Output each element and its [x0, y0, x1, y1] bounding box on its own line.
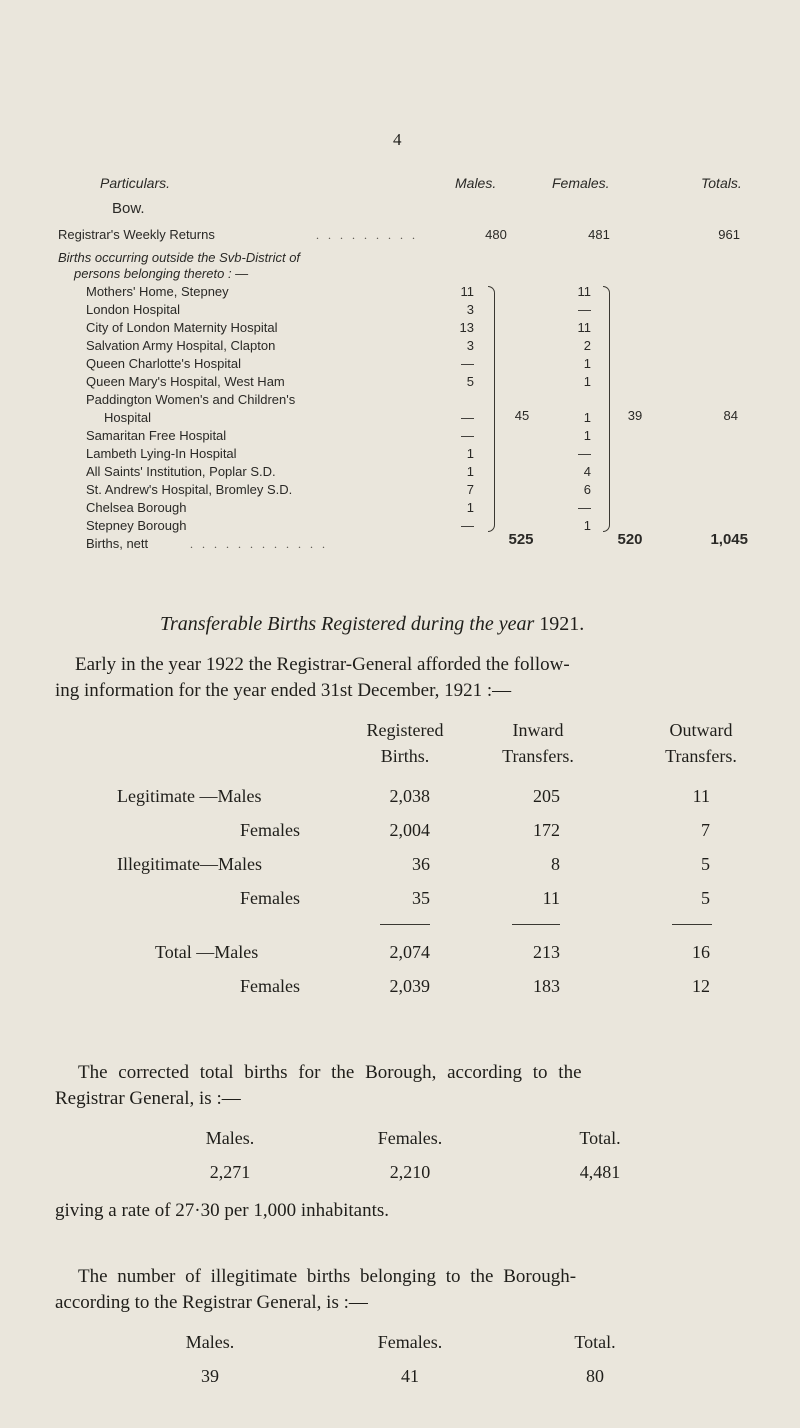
transfer-row-registered: 36	[412, 854, 430, 874]
header-totals: Totals.	[701, 175, 742, 191]
row-label: Paddington Women's and Children's	[86, 392, 296, 407]
weekly-label: Registrar's Weekly Returns	[58, 227, 215, 242]
illegit-line-1: The number of illegitimate births belonging to the Borough-	[78, 1266, 577, 1287]
corrected-females-label: Females.	[377, 1128, 443, 1148]
col-head-outward-top: Outward	[669, 720, 733, 740]
intro-line-2: ing information for the year ended 31st December, 1921 :—	[55, 680, 512, 701]
intro-line-1: Early in the year 1922 the Registrar-General afforded the follow-	[75, 654, 570, 675]
transfer-row-inward: 172	[533, 820, 560, 840]
transfer-row-label: Total —Males	[155, 942, 259, 962]
transfer-row-outward: 16	[692, 942, 710, 962]
illegit-females-label: Females.	[377, 1332, 443, 1352]
corrected-males-label: Males.	[205, 1128, 255, 1148]
row-females: —	[578, 302, 591, 317]
row-males: 1	[466, 464, 474, 479]
row-label: All Saints' Institution, Poplar S.D.	[86, 464, 276, 479]
row-males: 3	[466, 302, 474, 317]
row-label: St. Andrew's Hospital, Bromley S.D.	[86, 482, 293, 497]
section-title: Bow.	[112, 200, 145, 217]
weekly-total: 961	[718, 227, 740, 242]
header-males: Males.	[455, 175, 497, 191]
transfer-row-outward: 12	[692, 976, 710, 996]
outside-heading-2: persons belonging thereto : —	[74, 266, 249, 281]
row-males: 1	[466, 446, 474, 461]
illegit-line-2: according to the Registrar General, is :—	[55, 1292, 368, 1313]
outside-heading-1: Births occurring outside the Svb-District of	[58, 250, 301, 265]
row-males: 13	[459, 320, 474, 335]
row-males: —	[461, 410, 474, 425]
row-males: —	[461, 518, 474, 533]
illegit-females: 41	[401, 1366, 419, 1386]
nett-total: 1,045	[710, 531, 748, 548]
row-females: 6	[583, 482, 591, 497]
males-brace	[488, 286, 495, 532]
col-head-registered-bottom: Births.	[380, 746, 430, 766]
nett-label: Births, nett	[86, 536, 149, 551]
col-head-inward-bottom: Transfers.	[502, 746, 574, 766]
row-females: 1	[583, 374, 591, 389]
row-females: 1	[583, 356, 591, 371]
page-number: 4	[393, 130, 402, 149]
subtotal-males: 45	[514, 408, 530, 423]
row-females: —	[578, 446, 591, 461]
col-head-inward-top: Inward	[512, 720, 564, 740]
transfer-row-registered: 2,074	[389, 942, 430, 962]
transfer-row-inward: 8	[551, 854, 560, 874]
illegit-males-label: Males.	[185, 1332, 235, 1352]
row-label: Lambeth Lying-In Hospital	[86, 446, 237, 461]
col-head-outward-bottom: Transfers.	[665, 746, 737, 766]
sum-rule	[512, 924, 560, 925]
weekly-females: 481	[588, 227, 610, 242]
transfer-row-registered: 35	[412, 888, 430, 908]
row-males: —	[461, 356, 474, 371]
row-males: 5	[466, 374, 474, 389]
weekly-males: 480	[485, 227, 507, 242]
transfer-heading	[160, 613, 584, 636]
corrected-males: 2,271	[209, 1162, 251, 1182]
nett-females: 520	[617, 531, 643, 548]
transfer-row-label: Females	[240, 976, 300, 996]
row-males: 1	[466, 500, 474, 515]
transfer-row-registered: 2,038	[389, 786, 430, 806]
corrected-total: 4,481	[579, 1162, 621, 1182]
sum-rule	[672, 924, 712, 925]
col-head-registered-top: Registered	[366, 720, 444, 740]
transfer-row-label: Legitimate —Males	[117, 786, 262, 806]
row-females: 11	[577, 284, 591, 299]
row-males: 3	[466, 338, 474, 353]
transfer-row-outward: 7	[701, 820, 710, 840]
row-label: Chelsea Borough	[86, 500, 187, 515]
sum-rule	[380, 924, 430, 925]
corrected-females: 2,210	[389, 1162, 431, 1182]
row-label: Stepney Borough	[86, 518, 187, 533]
row-males: —	[461, 428, 474, 443]
row-label: Mothers' Home, Stepney	[86, 284, 229, 299]
transfer-row-inward: 205	[533, 786, 560, 806]
row-label: Hospital	[104, 410, 151, 425]
row-label: Salvation Army Hospital, Clapton	[86, 338, 276, 353]
transfer-row-label: Illegitimate—Males	[117, 854, 262, 874]
illegit-total-label: Total.	[574, 1332, 616, 1352]
transfer-row-label: Females	[240, 820, 300, 840]
transfer-row-inward: 213	[533, 942, 560, 962]
transfer-row-inward: 11	[542, 888, 560, 908]
transfer-row-registered: 2,004	[389, 820, 430, 840]
corrected-line-1: The corrected total births for the Borough, according to the	[78, 1062, 582, 1083]
row-females: 11	[577, 320, 591, 335]
row-females: 1	[583, 428, 591, 443]
transfer-heading-year: 1921.	[539, 613, 585, 635]
row-females: 4	[583, 464, 591, 479]
subtotal-total: 84	[723, 408, 738, 423]
row-label: Samaritan Free Hospital	[86, 428, 227, 443]
illegit-males: 39	[201, 1366, 219, 1386]
row-females: 1	[583, 518, 591, 533]
row-females: —	[578, 500, 591, 515]
subtotal-females: 39	[627, 408, 643, 423]
row-males: 11	[460, 284, 474, 299]
females-brace	[603, 286, 610, 532]
row-label: Queen Mary's Hospital, West Ham	[86, 374, 285, 389]
transfer-row-inward: 183	[533, 976, 560, 996]
row-label: City of London Maternity Hospital	[86, 320, 278, 335]
weekly-leader: . . . . . . . . .	[316, 228, 418, 242]
rate-text: giving a rate of 27·30 per 1,000 inhabitants.	[55, 1200, 390, 1221]
row-label: London Hospital	[86, 302, 180, 317]
row-males: 7	[466, 482, 474, 497]
transfer-row-outward: 5	[701, 888, 710, 908]
transfer-row-registered: 2,039	[389, 976, 430, 996]
illegit-total: 80	[586, 1366, 604, 1386]
transfer-row-outward: 11	[692, 786, 710, 806]
header-females: Females.	[552, 175, 610, 191]
corrected-line-2: Registrar General, is :—	[55, 1088, 241, 1109]
nett-males: 525	[508, 531, 534, 548]
transfer-row-label: Females	[240, 888, 300, 908]
nett-leader: . . . . . . . . . . . .	[190, 537, 328, 551]
row-females: 1	[583, 410, 591, 425]
corrected-total-label: Total.	[579, 1128, 621, 1148]
row-label: Queen Charlotte's Hospital	[86, 356, 241, 371]
header-particulars: Particulars.	[100, 175, 171, 191]
transfer-row-outward: 5	[701, 854, 710, 874]
transfer-heading-text: Transferable Births Registered during the year	[160, 613, 535, 635]
row-females: 2	[583, 338, 591, 353]
